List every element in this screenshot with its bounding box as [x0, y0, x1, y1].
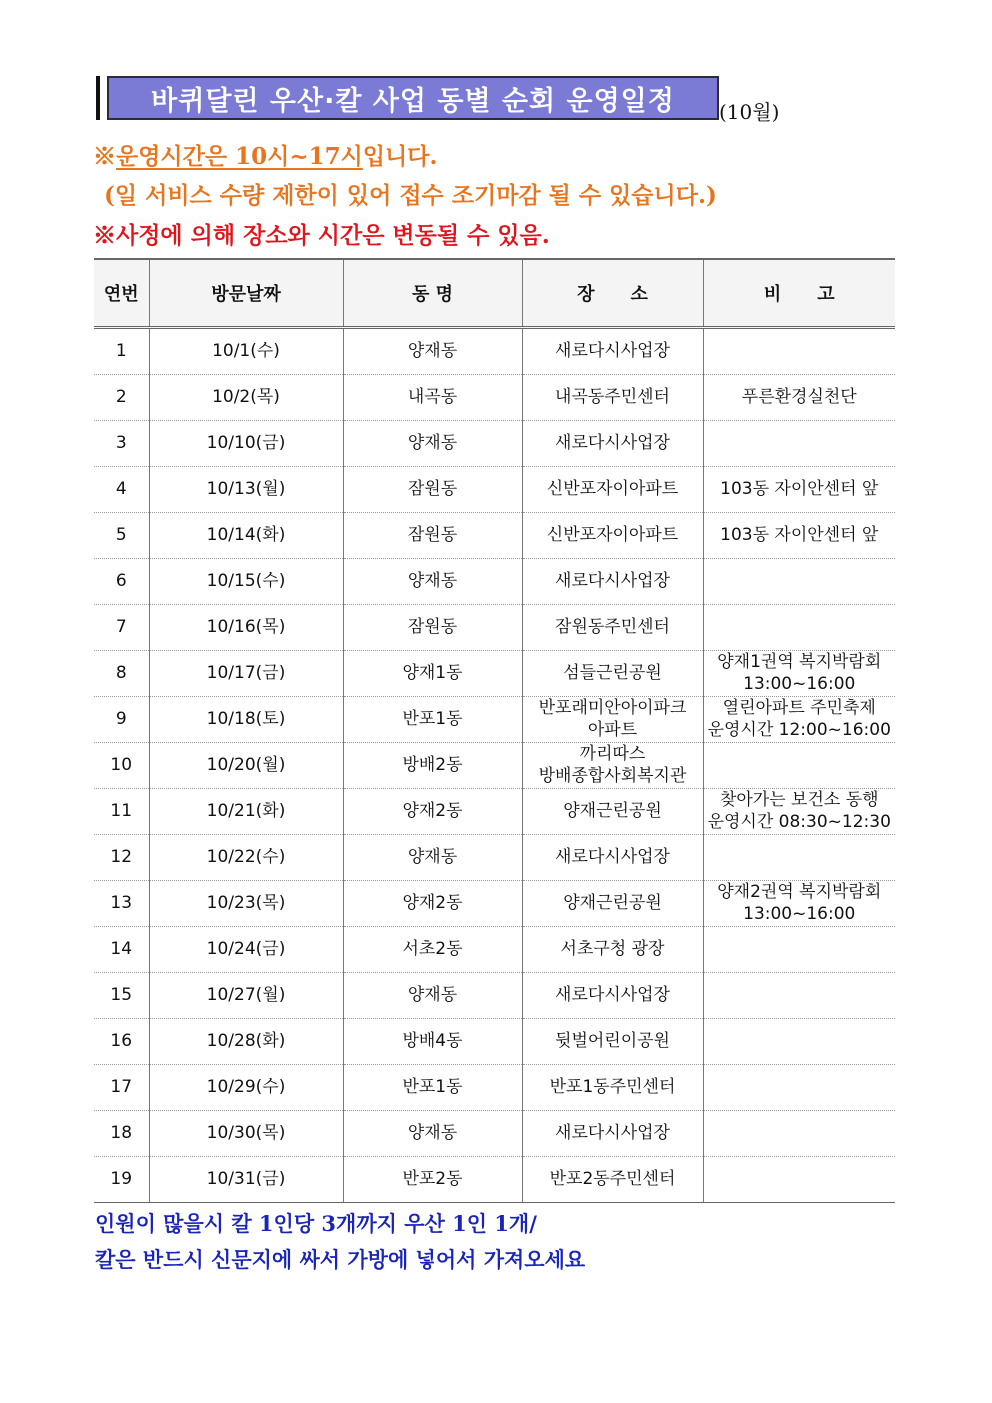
cell-dong: [343, 559, 522, 605]
cell-place-text: 내곡동주민센터: [555, 386, 670, 407]
table-header-row: [94, 259, 895, 328]
footer-line-2: 칼은 반드시 신문지에 싸서 가방에 넣어서 가져오세요: [95, 1247, 586, 1272]
cell-remark-text: 찾아가는 보건소 동행 운영시간 08:30~12:30: [707, 790, 891, 832]
cell-date-text: 10/21(화): [206, 800, 286, 821]
cell-place: [522, 1065, 703, 1111]
cell-date: [149, 651, 343, 697]
title-bar-decoration: [96, 76, 100, 120]
cell-place-text: 새로다시사업장: [555, 846, 670, 867]
cell-dong: [343, 789, 522, 835]
cell-remark: [703, 1157, 895, 1203]
header-no: 연번: [94, 259, 149, 328]
cell-remark: [703, 651, 895, 697]
cell-dong-text: 양재2동: [402, 892, 463, 913]
cell-no: [94, 467, 149, 513]
cell-date-text: 10/18(토): [206, 708, 286, 729]
cell-dong: [343, 651, 522, 697]
cell-place: [522, 1019, 703, 1065]
cell-no-text: 19: [110, 1168, 133, 1189]
cell-no: [94, 789, 149, 835]
cell-date: [149, 1019, 343, 1065]
cell-place-text: 잠원동주민센터: [555, 616, 670, 637]
cell-dong: [343, 375, 522, 421]
cell-date-text: 10/31(금): [206, 1168, 286, 1189]
page-title: 바퀴달린 우산·칼 사업 동별 순회 운영일정: [151, 85, 675, 117]
table-row: [94, 1111, 895, 1157]
cell-place-text: 까리따스 방배종합사회복지관: [538, 744, 687, 786]
cell-no: [94, 1157, 149, 1203]
cell-date: [149, 605, 343, 651]
cell-place: [522, 881, 703, 927]
cell-remark-text: 열린아파트 주민축제 운영시간 12:00~16:00: [707, 698, 891, 740]
table-row: [94, 328, 895, 375]
table-row: [94, 835, 895, 881]
cell-date: [149, 328, 343, 375]
cell-date: [149, 973, 343, 1019]
cell-date-text: 10/16(목): [206, 616, 286, 637]
cell-date-text: 10/23(목): [206, 892, 286, 913]
cell-place-text: 반포래미안아이파크 아파트: [538, 698, 687, 740]
cell-date: [149, 513, 343, 559]
cell-place: [522, 927, 703, 973]
cell-date-text: 10/1(수): [212, 340, 280, 361]
cell-dong-text: 양재1동: [402, 662, 463, 683]
cell-remark: [703, 789, 895, 835]
cell-no-text: 10: [110, 754, 133, 775]
notice-prefix: ※: [93, 143, 116, 170]
cell-dong-text: 양재동: [407, 570, 458, 591]
cell-place: [522, 789, 703, 835]
cell-remark: [703, 835, 895, 881]
cell-dong-text: 양재2동: [402, 800, 463, 821]
cell-date: [149, 743, 343, 789]
cell-dong-text: 방배4동: [402, 1030, 463, 1051]
cell-no: [94, 328, 149, 375]
cell-date: [149, 881, 343, 927]
cell-no: [94, 559, 149, 605]
cell-place-text: 반포2동주민센터: [549, 1168, 676, 1189]
cell-place-text: 새로다시사업장: [555, 340, 670, 361]
cell-place-text: 새로다시사업장: [555, 984, 670, 1005]
cell-place: [522, 1157, 703, 1203]
cell-place: [522, 513, 703, 559]
cell-no-text: 2: [115, 386, 127, 407]
table-row: [94, 421, 895, 467]
cell-date-text: 10/10(금): [206, 432, 286, 453]
cell-no: [94, 697, 149, 743]
cell-remark: [703, 927, 895, 973]
cell-no-text: 15: [110, 984, 133, 1005]
cell-place: [522, 328, 703, 375]
cell-no-text: 13: [110, 892, 133, 913]
cell-remark: [703, 328, 895, 375]
cell-date: [149, 835, 343, 881]
cell-place: [522, 835, 703, 881]
cell-dong: [343, 1019, 522, 1065]
cell-dong-text: 반포1동: [402, 1076, 463, 1097]
cell-date: [149, 927, 343, 973]
cell-place-text: 신반포자이아파트: [546, 524, 679, 545]
cell-no: [94, 1065, 149, 1111]
cell-dong: [343, 1157, 522, 1203]
cell-date: [149, 1157, 343, 1203]
cell-remark: [703, 973, 895, 1019]
cell-date-text: 10/14(화): [206, 524, 286, 545]
schedule-table: [94, 258, 895, 1203]
notice-hours-underlined: 운영시간은 10시~17시: [116, 143, 363, 170]
cell-date-text: 10/22(수): [206, 846, 286, 867]
cell-no-text: 17: [110, 1076, 133, 1097]
cell-dong-text: 서초2동: [402, 938, 463, 959]
cell-no-text: 7: [115, 616, 127, 637]
cell-dong-text: 잠원동: [407, 478, 458, 499]
cell-remark: [703, 605, 895, 651]
cell-no-text: 9: [115, 708, 127, 729]
cell-remark: [703, 513, 895, 559]
cell-date-text: 10/20(월): [206, 754, 286, 775]
cell-dong: [343, 328, 522, 375]
cell-place: [522, 973, 703, 1019]
cell-dong: [343, 881, 522, 927]
cell-no: [94, 651, 149, 697]
cell-date: [149, 1111, 343, 1157]
cell-date-text: 10/24(금): [206, 938, 286, 959]
cell-dong-text: 잠원동: [407, 616, 458, 637]
notice-change: ※사정에 의해 장소와 시간은 변동될 수 있음.: [93, 222, 550, 249]
cell-date: [149, 421, 343, 467]
cell-date-text: 10/13(월): [206, 478, 286, 499]
cell-date-text: 10/17(금): [206, 662, 286, 683]
table-row: [94, 973, 895, 1019]
cell-no-text: 11: [110, 800, 133, 821]
cell-place: [522, 1111, 703, 1157]
cell-no: [94, 605, 149, 651]
table-row: [94, 927, 895, 973]
notice-suffix: 입니다.: [362, 143, 438, 170]
cell-dong: [343, 1065, 522, 1111]
table-row: [94, 789, 895, 835]
notice-operating-hours: [93, 138, 438, 171]
cell-dong-text: 내곡동: [407, 386, 458, 407]
cell-dong: [343, 697, 522, 743]
cell-dong: [343, 467, 522, 513]
cell-place-text: 양재근린공원: [563, 892, 662, 913]
cell-remark: [703, 1065, 895, 1111]
cell-dong-text: 양재동: [407, 1122, 458, 1143]
cell-place: [522, 421, 703, 467]
cell-no-text: 8: [115, 662, 127, 683]
cell-place-text: 새로다시사업장: [555, 570, 670, 591]
table-body: [94, 328, 895, 1203]
cell-remark: [703, 697, 895, 743]
cell-place-text: 신반포자이아파트: [546, 478, 679, 499]
cell-place-text: 새로다시사업장: [555, 432, 670, 453]
cell-date-text: 10/28(화): [206, 1030, 286, 1051]
cell-place-text: 새로다시사업장: [555, 1122, 670, 1143]
cell-no-text: 12: [110, 846, 133, 867]
cell-date-text: 10/29(수): [206, 1076, 286, 1097]
cell-dong: [343, 605, 522, 651]
cell-place: [522, 559, 703, 605]
cell-date: [149, 697, 343, 743]
cell-no-text: 6: [115, 570, 127, 591]
cell-remark: [703, 1019, 895, 1065]
cell-date: [149, 1065, 343, 1111]
cell-no: [94, 421, 149, 467]
cell-dong-text: 양재동: [407, 984, 458, 1005]
cell-no: [94, 1111, 149, 1157]
cell-remark: [703, 743, 895, 789]
table-row: [94, 605, 895, 651]
cell-remark-text: 푸른환경실천단: [741, 386, 857, 407]
cell-no: [94, 1019, 149, 1065]
table-row: [94, 1019, 895, 1065]
cell-remark: [703, 881, 895, 927]
cell-no-text: 3: [115, 432, 127, 453]
cell-place-text: 섬들근린공원: [563, 662, 662, 683]
cell-remark: [703, 1111, 895, 1157]
cell-remark-text: 103동 자이안센터 앞: [720, 478, 879, 499]
cell-no-text: 1: [115, 340, 127, 361]
cell-date-text: 10/30(목): [206, 1122, 286, 1143]
header-date: 방문날짜: [149, 259, 343, 328]
table-row: [94, 467, 895, 513]
cell-place: [522, 651, 703, 697]
cell-no: [94, 881, 149, 927]
table-row: [94, 651, 895, 697]
cell-no-text: 14: [110, 938, 133, 959]
cell-remark: [703, 559, 895, 605]
cell-dong: [343, 421, 522, 467]
cell-place: [522, 467, 703, 513]
month-label: (10월): [719, 100, 780, 124]
header-remark: 비 고: [703, 259, 895, 328]
table-row: [94, 375, 895, 421]
cell-dong: [343, 513, 522, 559]
cell-dong-text: 양재동: [407, 432, 458, 453]
cell-no-text: 18: [110, 1122, 133, 1143]
notice-quantity-limit: (일 서비스 수량 제한이 있어 접수 조기마감 될 수 있습니다.): [104, 182, 717, 209]
cell-dong: [343, 743, 522, 789]
cell-place-text: 양재근린공원: [563, 800, 662, 821]
cell-no: [94, 973, 149, 1019]
cell-date-text: 10/27(월): [206, 984, 286, 1005]
cell-date: [149, 789, 343, 835]
cell-date-text: 10/15(수): [206, 570, 286, 591]
table-row: [94, 697, 895, 743]
cell-remark-text: 양재1권역 복지박람회 13:00~16:00: [717, 652, 882, 694]
cell-place-text: 서초구청 광장: [560, 938, 665, 959]
cell-remark: [703, 375, 895, 421]
cell-date: [149, 467, 343, 513]
cell-place: [522, 605, 703, 651]
cell-no: [94, 513, 149, 559]
table-row: [94, 1157, 895, 1203]
cell-date: [149, 559, 343, 605]
cell-date-text: 10/2(목): [212, 386, 280, 407]
header-dong: 동 명: [343, 259, 522, 328]
cell-no: [94, 927, 149, 973]
cell-dong-text: 반포2동: [402, 1168, 463, 1189]
cell-place: [522, 743, 703, 789]
table-row: [94, 743, 895, 789]
cell-dong-text: 방배2동: [402, 754, 463, 775]
cell-no-text: 16: [110, 1030, 133, 1051]
cell-date: [149, 375, 343, 421]
cell-dong-text: 잠원동: [407, 524, 458, 545]
table-row: [94, 559, 895, 605]
cell-remark-text: 양재2권역 복지박람회 13:00~16:00: [717, 882, 882, 924]
cell-no: [94, 743, 149, 789]
cell-remark: [703, 421, 895, 467]
cell-dong: [343, 973, 522, 1019]
table-row: [94, 513, 895, 559]
table-row: [94, 881, 895, 927]
cell-dong: [343, 927, 522, 973]
table-row: [94, 1065, 895, 1111]
cell-dong-text: 양재동: [407, 846, 458, 867]
cell-remark: [703, 467, 895, 513]
cell-no: [94, 835, 149, 881]
cell-place: [522, 697, 703, 743]
cell-no: [94, 375, 149, 421]
cell-remark-text: 103동 자이안센터 앞: [720, 524, 879, 545]
cell-dong-text: 양재동: [407, 340, 458, 361]
cell-no-text: 4: [115, 478, 127, 499]
title-box: [107, 76, 719, 120]
cell-place-text: 뒷벌어린이공원: [555, 1030, 670, 1051]
cell-place-text: 반포1동주민센터: [549, 1076, 676, 1097]
header-place: 장 소: [522, 259, 703, 328]
cell-dong: [343, 1111, 522, 1157]
cell-dong: [343, 835, 522, 881]
footer-line-1: 인원이 많을시 칼 1인당 3개까지 우산 1인 1개/: [95, 1211, 537, 1236]
cell-no-text: 5: [115, 524, 127, 545]
cell-dong-text: 반포1동: [402, 708, 463, 729]
cell-place: [522, 375, 703, 421]
